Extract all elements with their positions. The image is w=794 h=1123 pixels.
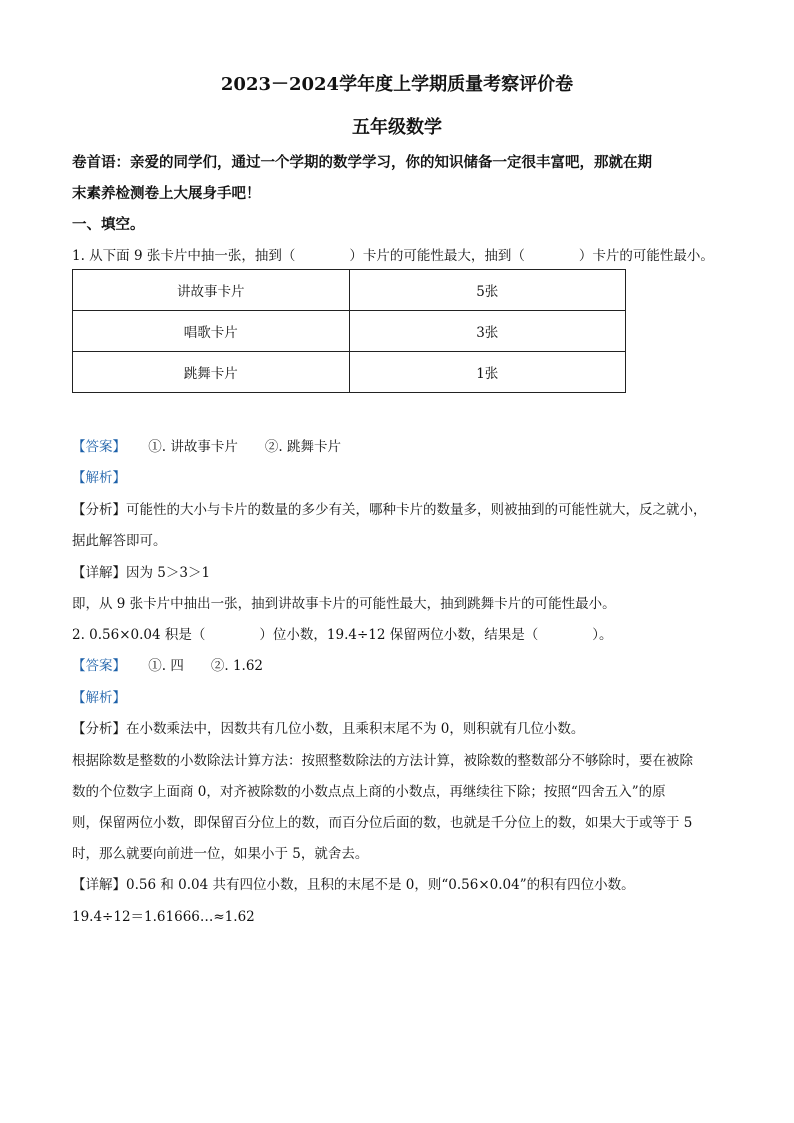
q2-fenxi-line-1: [72, 717, 584, 737]
q2-body-line-4: 时，那么就要向前进一位，如果小于 5，就舍去。: [72, 846, 369, 862]
detail-text: 0.56 和 0.04 共有四位小数，且积的末尾不是 0，则“0.56×0.04”的积有四位小数。: [126, 877, 635, 893]
answer-text: ①. 四 ②. 1.62: [148, 658, 264, 674]
card-table: [72, 269, 626, 393]
answer-text: ①. 讲故事卡片 ②. 跳舞卡片: [148, 439, 341, 455]
table-row: [73, 311, 626, 352]
fenxi-text: 可能性的大小与卡片的数量的多少有关，哪种卡片的数量多，则被抽到的可能性就大，反之就小，: [126, 502, 707, 518]
table-cell-count: 5张: [349, 270, 626, 311]
q1-detail-line-1: [72, 561, 210, 581]
table-cell-card: 讲故事卡片: [73, 270, 350, 311]
page-title: 2023－2024学年度上学期质量考察评价卷: [220, 74, 574, 95]
q1-detail-line-2: 即，从 9 张卡片中抽出一张，抽到讲故事卡片的可能性最大，抽到跳舞卡片的可能性最小。: [72, 596, 616, 612]
section-heading: 一、填空。: [72, 216, 145, 233]
q1-fenxi-line-2: 据此解答即可。: [72, 533, 167, 549]
fenxi-text: 在小数乘法中，因数共有几位小数，且乘积末尾不为 0，则积就有几位小数。: [126, 721, 585, 737]
detail-tag: 【详解】: [72, 565, 126, 581]
answer-tag: 【答案】: [72, 439, 126, 455]
table-row: [73, 352, 626, 393]
table-cell-card: 唱歌卡片: [73, 311, 350, 352]
q2-detail-line-2: 19.4÷12＝1.61666…≈1.62: [72, 909, 255, 925]
table-cell-count: 3张: [349, 311, 626, 352]
fenxi-tag: 【分析】: [72, 502, 126, 518]
q1-answer: [72, 435, 341, 455]
q2-detail-line-1: [72, 873, 635, 893]
q1-analysis-tag: 【解析】: [72, 470, 126, 486]
answer-tag: 【答案】: [72, 658, 126, 674]
table-cell-card: 跳舞卡片: [73, 352, 350, 393]
intro-line-1: 卷首语：亲爱的同学们，通过一个学期的数学学习，你的知识储备一定很丰富吧，那就在期: [72, 154, 652, 171]
q2-body-line-3: 则，保留两位小数，即保留百分位上的数，而百分位后面的数，也就是千分位上的数，如果大于或等于 5: [72, 815, 693, 831]
q2-analysis-tag: 【解析】: [72, 690, 126, 706]
table-row: [73, 270, 626, 311]
q1-fenxi-line-1: [72, 498, 707, 518]
q2-body-line-1: 根据除数是整数的小数除法计算方法：按照整数除法的方法计算，被除数的整数部分不够除时，要在被除: [72, 753, 693, 769]
detail-text: 因为 5＞3＞1: [126, 565, 211, 581]
table-cell-count: 1张: [349, 352, 626, 393]
q2-body-line-2: 数的个位数字上面商 0，对齐被除数的小数点点上商的小数点，再继续往下除；按照“四舍五入”的原: [72, 784, 666, 800]
question-1-text: 1. 从下面 9 张卡片中抽一张，抽到（ ）卡片的可能性最大，抽到（ ）卡片的可能性最小。: [72, 248, 714, 264]
intro-line-2: 末素养检测卷上大展身手吧！: [72, 185, 261, 202]
page-subtitle: 五年级数学: [352, 117, 442, 138]
question-2-text: 2. 0.56×0.04 积是（ ）位小数，19.4÷12 保留两位小数，结果是（ ）。: [72, 627, 613, 643]
detail-tag: 【详解】: [72, 877, 126, 893]
q2-answer: [72, 654, 263, 674]
fenxi-tag: 【分析】: [72, 721, 126, 737]
